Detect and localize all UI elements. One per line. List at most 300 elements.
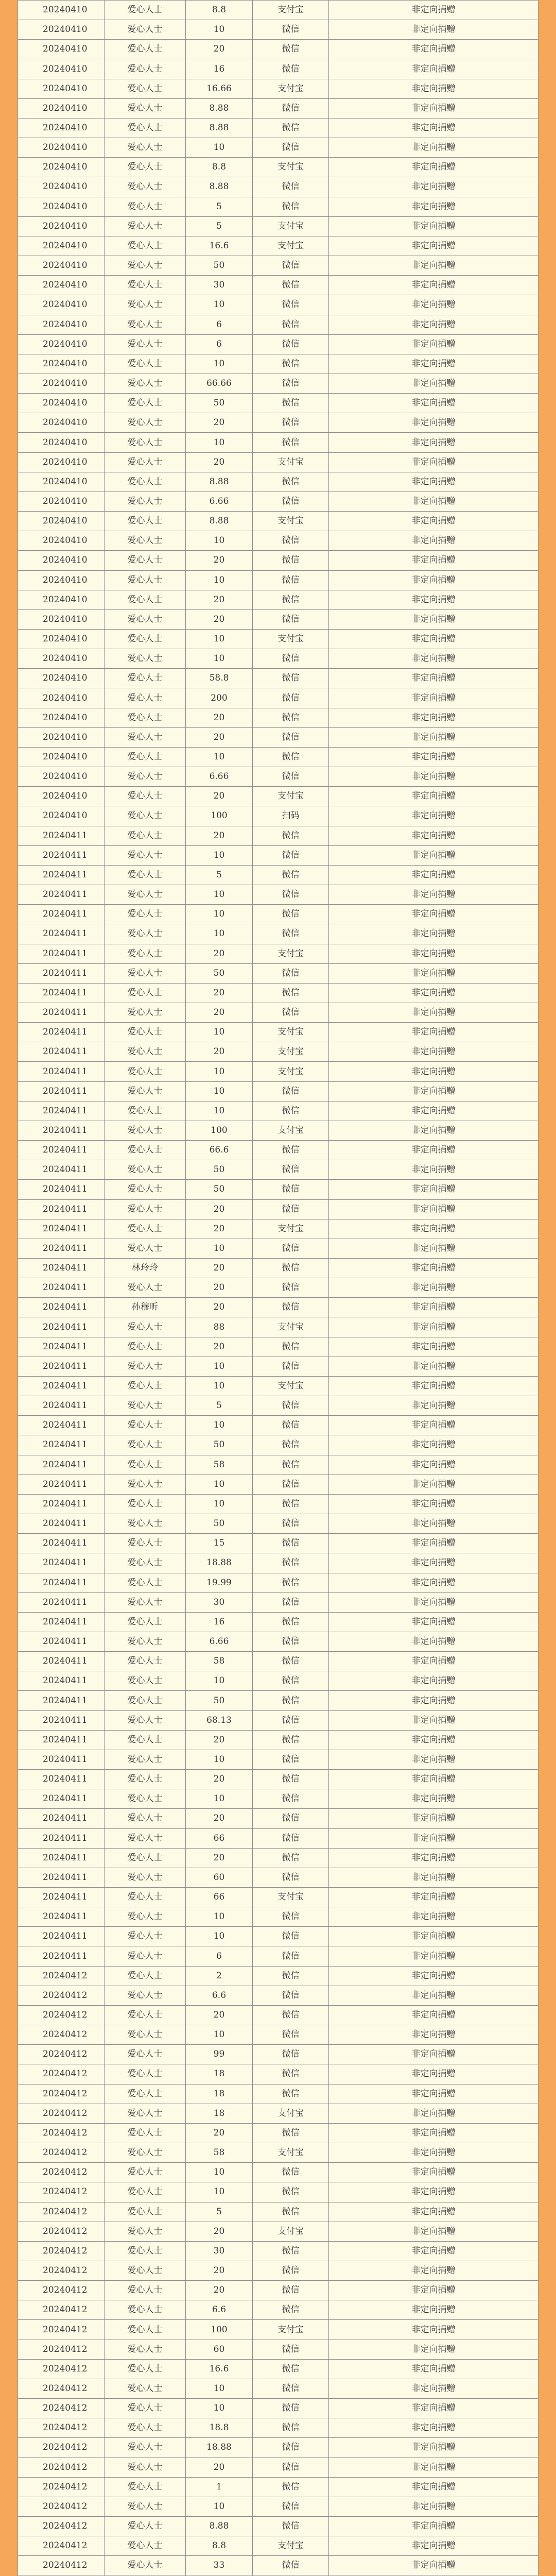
purpose-cell: 非定向捐赠 — [329, 669, 538, 688]
donor-cell: 爱心人士 — [105, 1828, 186, 1848]
channel-cell: 微信 — [253, 2300, 329, 2320]
donor-cell: 爱心人士 — [105, 787, 186, 806]
amount-cell: 58.8 — [186, 669, 253, 688]
date-cell: 20240412 — [18, 2359, 105, 2379]
amount-cell: 20 — [186, 1848, 253, 1868]
date-cell: 20240410 — [18, 630, 105, 649]
donor-cell: 爱心人士 — [105, 59, 186, 79]
purpose-cell: 非定向捐赠 — [329, 138, 538, 158]
amount-cell: 60 — [186, 1868, 253, 1887]
table-row — [18, 1003, 538, 1022]
table-row — [18, 295, 538, 315]
amount-cell: 16.6 — [186, 2359, 253, 2379]
channel-cell: 微信 — [253, 472, 329, 492]
donor-cell: 爱心人士 — [105, 1357, 186, 1376]
channel-cell: 微信 — [253, 1573, 329, 1592]
date-cell: 20240411 — [18, 905, 105, 924]
channel-cell: 微信 — [253, 197, 329, 216]
channel-cell: 支付宝 — [253, 236, 329, 256]
channel-cell: 微信 — [253, 983, 329, 1003]
table-row — [18, 2104, 538, 2123]
date-cell: 20240412 — [18, 1966, 105, 1986]
channel-cell: 微信 — [253, 276, 329, 295]
channel-cell: 微信 — [253, 2261, 329, 2280]
donor-cell: 爱心人士 — [105, 2340, 186, 2359]
purpose-cell: 非定向捐赠 — [329, 452, 538, 472]
date-cell: 20240411 — [18, 865, 105, 885]
date-cell: 20240410 — [18, 787, 105, 806]
table-row — [18, 1652, 538, 1671]
table-row — [18, 2359, 538, 2379]
channel-cell: 微信 — [253, 1081, 329, 1101]
donor-cell: 爱心人士 — [105, 1612, 186, 1632]
amount-cell: 10 — [186, 20, 253, 40]
donor-cell: 爱心人士 — [105, 1986, 186, 2005]
table-row — [18, 924, 538, 944]
donor-cell: 爱心人士 — [105, 1081, 186, 1101]
channel-cell: 微信 — [253, 1534, 329, 1553]
purpose-cell: 非定向捐赠 — [329, 1868, 538, 1887]
amount-cell: 19.99 — [186, 1573, 253, 1592]
purpose-cell: 非定向捐赠 — [329, 2045, 538, 2064]
table-row — [18, 2005, 538, 2025]
amount-cell: 33 — [186, 2556, 253, 2575]
donor-cell: 爱心人士 — [105, 1671, 186, 1691]
donor-cell: 爱心人士 — [105, 2418, 186, 2438]
date-cell: 20240411 — [18, 1455, 105, 1475]
amount-cell: 10 — [186, 1357, 253, 1376]
table-row — [18, 1809, 538, 1828]
purpose-cell: 非定向捐赠 — [329, 924, 538, 944]
amount-cell: 8.88 — [186, 512, 253, 531]
donor-cell: 爱心人士 — [105, 177, 186, 197]
purpose-cell: 非定向捐赠 — [329, 2497, 538, 2516]
channel-cell: 微信 — [253, 1357, 329, 1376]
donor-cell: 爱心人士 — [105, 1789, 186, 1809]
date-cell: 20240411 — [18, 944, 105, 963]
date-cell: 20240410 — [18, 138, 105, 158]
channel-cell: 支付宝 — [253, 2143, 329, 2163]
purpose-cell: 非定向捐赠 — [329, 2241, 538, 2261]
amount-cell: 100 — [186, 1121, 253, 1140]
purpose-cell: 非定向捐赠 — [329, 236, 538, 256]
donor-cell: 爱心人士 — [105, 433, 186, 452]
amount-cell: 10 — [186, 1023, 253, 1042]
table-row — [18, 1966, 538, 1986]
donor-cell: 爱心人士 — [105, 1337, 186, 1357]
donor-cell: 爱心人士 — [105, 1809, 186, 1828]
amount-cell: 20 — [186, 2005, 253, 2025]
channel-cell: 微信 — [253, 826, 329, 845]
table-row — [18, 1, 538, 20]
table-row — [18, 512, 538, 531]
donor-cell: 爱心人士 — [105, 295, 186, 315]
donor-cell: 爱心人士 — [105, 158, 186, 177]
date-cell: 20240411 — [18, 1199, 105, 1219]
amount-cell: 60 — [186, 2340, 253, 2359]
table-row — [18, 1259, 538, 1278]
donor-cell: 爱心人士 — [105, 1435, 186, 1455]
donor-cell: 爱心人士 — [105, 1710, 186, 1730]
amount-cell: 20 — [186, 2458, 253, 2477]
donor-cell: 爱心人士 — [105, 1003, 186, 1022]
table-row — [18, 472, 538, 492]
channel-cell: 微信 — [253, 845, 329, 865]
amount-cell: 10 — [186, 354, 253, 374]
purpose-cell: 非定向捐赠 — [329, 1986, 538, 2005]
date-cell: 20240412 — [18, 2517, 105, 2536]
amount-cell: 66 — [186, 1888, 253, 1907]
purpose-cell: 非定向捐赠 — [329, 2359, 538, 2379]
donor-cell: 爱心人士 — [105, 2084, 186, 2104]
donor-cell: 爱心人士 — [105, 2045, 186, 2064]
table-row — [18, 2379, 538, 2398]
table-row — [18, 944, 538, 963]
donor-cell: 爱心人士 — [105, 1691, 186, 1710]
amount-cell: 20 — [186, 1337, 253, 1357]
purpose-cell: 非定向捐赠 — [329, 1927, 538, 1946]
table-row — [18, 1062, 538, 1081]
date-cell: 20240412 — [18, 2281, 105, 2300]
purpose-cell: 非定向捐赠 — [329, 826, 538, 845]
table-row — [18, 826, 538, 845]
date-cell: 20240411 — [18, 1121, 105, 1140]
purpose-cell: 非定向捐赠 — [329, 2477, 538, 2497]
amount-cell: 10 — [186, 1927, 253, 1946]
amount-cell: 20 — [186, 1259, 253, 1278]
purpose-cell: 非定向捐赠 — [329, 216, 538, 236]
table-row — [18, 1907, 538, 1927]
purpose-cell: 非定向捐赠 — [329, 1573, 538, 1592]
date-cell: 20240412 — [18, 2182, 105, 2202]
donor-cell: 爱心人士 — [105, 1042, 186, 1062]
channel-cell: 支付宝 — [253, 2320, 329, 2340]
donor-cell: 孙穆昕 — [105, 1298, 186, 1317]
purpose-cell: 非定向捐赠 — [329, 1632, 538, 1651]
amount-cell: 10 — [186, 2163, 253, 2182]
table-row — [18, 492, 538, 511]
donor-cell: 爱心人士 — [105, 865, 186, 885]
donor-cell: 爱心人士 — [105, 2104, 186, 2123]
channel-cell: 支付宝 — [253, 216, 329, 236]
purpose-cell: 非定向捐赠 — [329, 2084, 538, 2104]
purpose-cell: 非定向捐赠 — [329, 1003, 538, 1022]
amount-cell: 20 — [186, 2261, 253, 2280]
table-row — [18, 551, 538, 570]
purpose-cell: 非定向捐赠 — [329, 1416, 538, 1435]
date-cell: 20240410 — [18, 727, 105, 747]
table-row — [18, 2340, 538, 2359]
purpose-cell: 非定向捐赠 — [329, 433, 538, 452]
donor-cell: 爱心人士 — [105, 1317, 186, 1337]
purpose-cell: 非定向捐赠 — [329, 1848, 538, 1868]
table-row — [18, 1750, 538, 1769]
date-cell: 20240412 — [18, 2536, 105, 2556]
purpose-cell: 非定向捐赠 — [329, 2222, 538, 2241]
amount-cell: 10 — [186, 2399, 253, 2418]
amount-cell: 20 — [186, 2123, 253, 2143]
purpose-cell: 非定向捐赠 — [329, 767, 538, 787]
date-cell: 20240411 — [18, 1632, 105, 1651]
amount-cell: 10 — [186, 905, 253, 924]
table-row — [18, 1121, 538, 1140]
table-row — [18, 2241, 538, 2261]
amount-cell: 30 — [186, 2241, 253, 2261]
amount-cell: 6.6 — [186, 2300, 253, 2320]
amount-cell: 50 — [186, 1514, 253, 1534]
date-cell: 20240410 — [18, 118, 105, 138]
purpose-cell: 非定向捐赠 — [329, 1966, 538, 1986]
donation-sheet — [18, 0, 538, 2576]
table-row — [18, 2025, 538, 2045]
donor-cell: 爱心人士 — [105, 2458, 186, 2477]
donor-cell: 爱心人士 — [105, 492, 186, 511]
purpose-cell: 非定向捐赠 — [329, 708, 538, 727]
channel-cell: 微信 — [253, 2064, 329, 2084]
table-row — [18, 905, 538, 924]
purpose-cell: 非定向捐赠 — [329, 334, 538, 354]
table-row — [18, 787, 538, 806]
amount-cell: 10 — [186, 570, 253, 590]
donor-cell: 爱心人士 — [105, 1927, 186, 1946]
donor-cell: 爱心人士 — [105, 649, 186, 669]
donor-cell: 爱心人士 — [105, 236, 186, 256]
date-cell: 20240410 — [18, 708, 105, 727]
date-cell: 20240412 — [18, 2163, 105, 2182]
date-cell: 20240410 — [18, 79, 105, 98]
donor-cell: 林玲玲 — [105, 1259, 186, 1278]
date-cell: 20240411 — [18, 1573, 105, 1592]
donor-cell: 爱心人士 — [105, 1180, 186, 1199]
amount-cell: 20 — [186, 1730, 253, 1750]
table-row — [18, 236, 538, 256]
amount-cell: 1 — [186, 2477, 253, 2497]
purpose-cell: 非定向捐赠 — [329, 787, 538, 806]
table-row — [18, 767, 538, 787]
donor-cell: 爱心人士 — [105, 1219, 186, 1239]
table-row — [18, 2202, 538, 2222]
donor-cell: 爱心人士 — [105, 1023, 186, 1042]
donor-cell: 爱心人士 — [105, 727, 186, 747]
channel-cell: 微信 — [253, 1553, 329, 1573]
table-row — [18, 1612, 538, 1632]
purpose-cell: 非定向捐赠 — [329, 944, 538, 963]
channel-cell: 微信 — [253, 1691, 329, 1710]
channel-cell: 支付宝 — [253, 1888, 329, 1907]
date-cell: 20240412 — [18, 2497, 105, 2516]
date-cell: 20240410 — [18, 98, 105, 118]
donor-cell: 爱心人士 — [105, 1141, 186, 1160]
date-cell: 20240410 — [18, 256, 105, 276]
table-row — [18, 2222, 538, 2241]
channel-cell: 微信 — [253, 1730, 329, 1750]
table-row — [18, 2300, 538, 2320]
purpose-cell: 非定向捐赠 — [329, 2261, 538, 2280]
channel-cell: 微信 — [253, 727, 329, 747]
donor-cell: 爱心人士 — [105, 2300, 186, 2320]
table-row — [18, 1592, 538, 1612]
table-row — [18, 452, 538, 472]
donor-cell: 爱心人士 — [105, 2163, 186, 2182]
date-cell: 20240411 — [18, 1357, 105, 1376]
table-row — [18, 708, 538, 727]
amount-cell: 5 — [186, 865, 253, 885]
purpose-cell: 非定向捐赠 — [329, 2202, 538, 2222]
table-row — [18, 216, 538, 236]
channel-cell: 微信 — [253, 1141, 329, 1160]
purpose-cell: 非定向捐赠 — [329, 315, 538, 334]
channel-cell: 微信 — [253, 1337, 329, 1357]
date-cell: 20240410 — [18, 216, 105, 236]
date-cell: 20240410 — [18, 197, 105, 216]
donor-cell: 爱心人士 — [105, 118, 186, 138]
donor-cell: 爱心人士 — [105, 924, 186, 944]
donor-cell: 爱心人士 — [105, 2064, 186, 2084]
channel-cell: 支付宝 — [253, 1317, 329, 1337]
table-row — [18, 2438, 538, 2458]
date-cell: 20240410 — [18, 295, 105, 315]
donor-cell: 爱心人士 — [105, 1966, 186, 1986]
table-row — [18, 1239, 538, 1258]
table-row — [18, 1042, 538, 1062]
donor-cell: 爱心人士 — [105, 2281, 186, 2300]
channel-cell: 支付宝 — [253, 2222, 329, 2241]
donor-cell: 爱心人士 — [105, 354, 186, 374]
amount-cell: 66 — [186, 1828, 253, 1848]
date-cell: 20240411 — [18, 1848, 105, 1868]
purpose-cell: 非定向捐赠 — [329, 2438, 538, 2458]
purpose-cell: 非定向捐赠 — [329, 1691, 538, 1710]
table-row — [18, 374, 538, 393]
channel-cell: 微信 — [253, 2517, 329, 2536]
donor-cell: 爱心人士 — [105, 747, 186, 767]
purpose-cell: 非定向捐赠 — [329, 197, 538, 216]
donor-cell: 爱心人士 — [105, 256, 186, 276]
donor-cell: 爱心人士 — [105, 1888, 186, 1907]
amount-cell: 10 — [186, 433, 253, 452]
donor-cell: 爱心人士 — [105, 1770, 186, 1789]
donor-cell: 爱心人士 — [105, 905, 186, 924]
table-row — [18, 1848, 538, 1868]
table-row — [18, 649, 538, 669]
channel-cell: 微信 — [253, 1101, 329, 1121]
channel-cell: 微信 — [253, 551, 329, 570]
purpose-cell: 非定向捐赠 — [329, 1475, 538, 1494]
date-cell: 20240410 — [18, 413, 105, 433]
purpose-cell: 非定向捐赠 — [329, 1337, 538, 1357]
purpose-cell: 非定向捐赠 — [329, 79, 538, 98]
date-cell: 20240410 — [18, 590, 105, 609]
donor-cell: 爱心人士 — [105, 1573, 186, 1592]
date-cell: 20240412 — [18, 2064, 105, 2084]
date-cell: 20240411 — [18, 1789, 105, 1809]
date-cell: 20240411 — [18, 983, 105, 1003]
date-cell: 20240410 — [18, 492, 105, 511]
donor-cell: 爱心人士 — [105, 944, 186, 963]
date-cell: 20240410 — [18, 1, 105, 20]
table-row — [18, 1868, 538, 1887]
channel-cell: 微信 — [253, 1868, 329, 1887]
purpose-cell: 非定向捐赠 — [329, 118, 538, 138]
date-cell: 20240412 — [18, 2202, 105, 2222]
donor-cell: 爱心人士 — [105, 315, 186, 334]
date-cell: 20240411 — [18, 1592, 105, 1612]
purpose-cell: 非定向捐赠 — [329, 865, 538, 885]
table-row — [18, 1514, 538, 1534]
table-row — [18, 1180, 538, 1199]
channel-cell: 支付宝 — [253, 1023, 329, 1042]
date-cell: 20240411 — [18, 1317, 105, 1337]
amount-cell: 10 — [186, 1750, 253, 1769]
amount-cell: 16 — [186, 1612, 253, 1632]
amount-cell: 50 — [186, 256, 253, 276]
donor-cell: 爱心人士 — [105, 2143, 186, 2163]
donor-cell: 爱心人士 — [105, 826, 186, 845]
donor-cell: 爱心人士 — [105, 630, 186, 649]
table-row — [18, 669, 538, 688]
date-cell: 20240410 — [18, 59, 105, 79]
channel-cell: 支付宝 — [253, 1042, 329, 1062]
amount-cell: 88 — [186, 1317, 253, 1337]
amount-cell: 20 — [186, 413, 253, 433]
table-row — [18, 2320, 538, 2340]
donor-cell: 爱心人士 — [105, 452, 186, 472]
date-cell: 20240411 — [18, 1239, 105, 1258]
channel-cell: 微信 — [253, 256, 329, 276]
channel-cell: 微信 — [253, 905, 329, 924]
date-cell: 20240411 — [18, 1081, 105, 1101]
channel-cell: 微信 — [253, 20, 329, 40]
date-cell: 20240411 — [18, 1376, 105, 1396]
table-row — [18, 983, 538, 1003]
donor-cell: 爱心人士 — [105, 1199, 186, 1219]
table-row — [18, 1927, 538, 1946]
donor-cell: 爱心人士 — [105, 1750, 186, 1769]
purpose-cell: 非定向捐赠 — [329, 1789, 538, 1809]
channel-cell: 微信 — [253, 40, 329, 59]
purpose-cell: 非定向捐赠 — [329, 158, 538, 177]
channel-cell: 微信 — [253, 669, 329, 688]
channel-cell: 微信 — [253, 1927, 329, 1946]
channel-cell: 微信 — [253, 334, 329, 354]
purpose-cell: 非定向捐赠 — [329, 2458, 538, 2477]
amount-cell: 20 — [186, 1809, 253, 1828]
amount-cell: 20 — [186, 1298, 253, 1317]
date-cell: 20240411 — [18, 1927, 105, 1946]
date-cell: 20240411 — [18, 1888, 105, 1907]
table-row — [18, 1573, 538, 1592]
date-cell: 20240411 — [18, 1946, 105, 1966]
channel-cell: 微信 — [253, 1475, 329, 1494]
date-cell: 20240411 — [18, 1710, 105, 1730]
channel-cell: 微信 — [253, 315, 329, 334]
amount-cell: 10 — [186, 649, 253, 669]
amount-cell: 6 — [186, 315, 253, 334]
channel-cell: 支付宝 — [253, 512, 329, 531]
table-row — [18, 413, 538, 433]
amount-cell: 2 — [186, 1966, 253, 1986]
channel-cell: 微信 — [253, 885, 329, 905]
date-cell: 20240411 — [18, 1907, 105, 1927]
donor-cell: 爱心人士 — [105, 590, 186, 609]
channel-cell: 微信 — [253, 118, 329, 138]
purpose-cell: 非定向捐赠 — [329, 806, 538, 826]
amount-cell: 10 — [186, 1416, 253, 1435]
date-cell: 20240410 — [18, 158, 105, 177]
table-row — [18, 2123, 538, 2143]
amount-cell: 8.8 — [186, 158, 253, 177]
donor-cell: 爱心人士 — [105, 2517, 186, 2536]
